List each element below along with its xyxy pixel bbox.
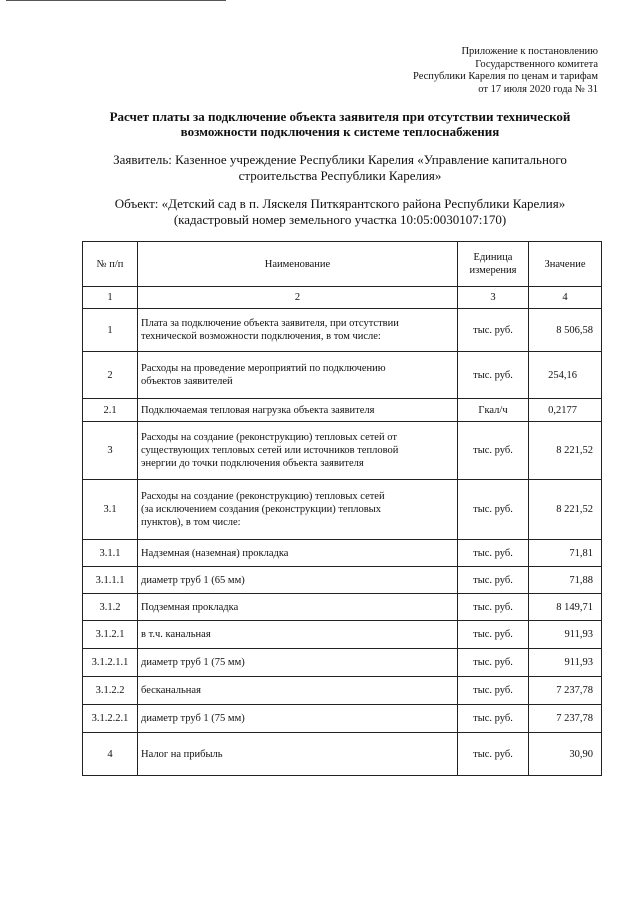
header-unit-line: Единица (473, 252, 513, 263)
header-name: Наименование (138, 242, 458, 287)
row-name (138, 480, 458, 540)
header-note-line: Государственного комитета (475, 58, 598, 70)
title-line: Расчет платы за подключение объекта заявителя при отсутствии технической (109, 109, 571, 124)
row-name-line: Расходы на создание (реконструкцию) тепловых сетей (141, 491, 385, 502)
row-value: 254,16 (529, 352, 602, 399)
row-name: бесканальная (138, 677, 458, 705)
row-name (138, 352, 458, 399)
row-name (138, 422, 458, 480)
top-edge-line (6, 0, 226, 1)
header-value: Значение (529, 242, 602, 287)
table-row (83, 540, 602, 567)
header-unit (458, 242, 529, 287)
row-name-line: пунктов), в том числе: (141, 517, 241, 528)
row-name: Налог на прибыль (138, 733, 458, 776)
header-note-line: от 17 июля 2020 года № 31 (478, 83, 598, 95)
index-cell: 1 (83, 287, 138, 309)
row-unit: тыс. руб. (458, 594, 529, 621)
table-index-row (83, 287, 602, 309)
header-note-line: Приложение к постановлению (461, 46, 598, 57)
table-row (83, 649, 602, 677)
row-num: 3.1.1.1 (83, 567, 138, 594)
row-num: 3.1 (83, 480, 138, 540)
table-row (83, 309, 602, 352)
row-num: 3.1.1 (83, 540, 138, 567)
row-value: 7 237,78 (529, 705, 602, 733)
row-num: 3.1.2.2.1 (83, 705, 138, 733)
table-row (83, 480, 602, 540)
row-name-line: технической возможности подключения, в том числе: (141, 331, 381, 342)
header-num: № п/п (83, 242, 138, 287)
table-row (83, 621, 602, 649)
table-header-row (83, 242, 602, 287)
row-num: 2 (83, 352, 138, 399)
row-value: 0,2177 (529, 399, 602, 422)
table-row (83, 705, 602, 733)
header-unit-line: измерения (469, 265, 517, 276)
table-row (83, 399, 602, 422)
row-num: 2.1 (83, 399, 138, 422)
object-line: Объект: «Детский сад в п. Ляскеля Питкярантского района Республики Карелия» (114, 196, 566, 211)
row-value: 71,88 (529, 567, 602, 594)
applicant-line: Заявитель: Казенное учреждение Республики Карелия «Управление капитального (113, 152, 567, 167)
row-num: 3.1.2 (83, 594, 138, 621)
row-unit: тыс. руб. (458, 567, 529, 594)
row-name-line: энергии до точки подключения объекта заявителя (141, 458, 364, 469)
row-num: 3.1.2.1 (83, 621, 138, 649)
row-num: 4 (83, 733, 138, 776)
object-description (60, 196, 620, 228)
row-name: Надземная (наземная) прокладка (138, 540, 458, 567)
table-row (83, 733, 602, 776)
row-name-line: объектов заявителей (141, 376, 233, 387)
row-name: Подключаемая тепловая нагрузка объекта заявителя (138, 399, 458, 422)
row-name (138, 309, 458, 352)
row-value: 8 149,71 (529, 594, 602, 621)
row-value: 30,90 (529, 733, 602, 776)
index-cell: 2 (138, 287, 458, 309)
row-value: 7 237,78 (529, 677, 602, 705)
table-row (83, 422, 602, 480)
row-name-line: Расходы на создание (реконструкцию) тепловых сетей от (141, 432, 397, 443)
table-row (83, 594, 602, 621)
row-unit: тыс. руб. (458, 422, 529, 480)
row-value: 911,93 (529, 649, 602, 677)
header-note-line: Республики Карелия по ценам и тарифам (413, 71, 598, 82)
row-num: 3 (83, 422, 138, 480)
title-line: возможности подключения к системе теплоснабжения (180, 124, 500, 139)
applicant-line: строительства Республики Карелия» (238, 168, 442, 183)
row-unit: тыс. руб. (458, 352, 529, 399)
row-unit: тыс. руб. (458, 677, 529, 705)
row-unit: Гкал/ч (458, 399, 529, 422)
row-unit: тыс. руб. (458, 480, 529, 540)
applicant (60, 152, 620, 184)
row-value: 8 506,58 (529, 309, 602, 352)
index-cell: 3 (458, 287, 529, 309)
row-value: 71,81 (529, 540, 602, 567)
row-num: 3.1.2.2 (83, 677, 138, 705)
row-num: 3.1.2.1.1 (83, 649, 138, 677)
object-line: (кадастровый номер земельного участка 10:05:0030107:170) (173, 212, 507, 227)
table-row (83, 567, 602, 594)
row-unit: тыс. руб. (458, 540, 529, 567)
row-value: 8 221,52 (529, 480, 602, 540)
table-row (83, 677, 602, 705)
row-unit: тыс. руб. (458, 309, 529, 352)
calculation-table (82, 241, 602, 776)
row-name-line: существующих тепловых сетей или источников тепловой (141, 445, 399, 456)
row-name: диаметр труб 1 (75 мм) (138, 705, 458, 733)
row-value: 911,93 (529, 621, 602, 649)
row-num: 1 (83, 309, 138, 352)
row-unit: тыс. руб. (458, 705, 529, 733)
row-name: диаметр труб 1 (75 мм) (138, 649, 458, 677)
row-name: Подземная прокладка (138, 594, 458, 621)
row-name: в т.ч. канальная (138, 621, 458, 649)
row-unit: тыс. руб. (458, 649, 529, 677)
row-name-line: Расходы на проведение мероприятий по подключению (141, 363, 386, 374)
document-title (60, 109, 620, 139)
header-note (338, 46, 598, 96)
table-row (83, 352, 602, 399)
row-unit: тыс. руб. (458, 621, 529, 649)
row-value: 8 221,52 (529, 422, 602, 480)
row-name-line: (за исключением создания (реконструкции) тепловых (141, 504, 381, 515)
row-unit: тыс. руб. (458, 733, 529, 776)
index-cell: 4 (529, 287, 602, 309)
row-name: диаметр труб 1 (65 мм) (138, 567, 458, 594)
row-name-line: Плата за подключение объекта заявителя, при отсутствии (141, 318, 399, 329)
